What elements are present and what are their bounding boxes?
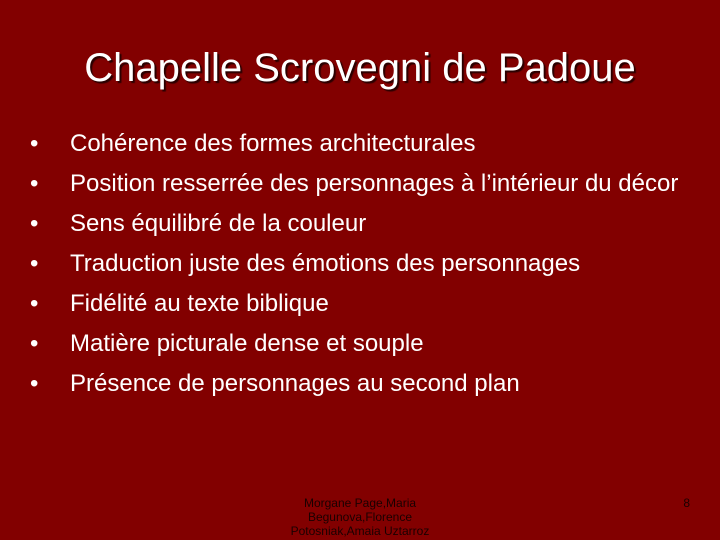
- bullet-marker: •: [30, 130, 39, 157]
- bullet-item: [30, 170, 690, 197]
- bullet-item: [30, 130, 690, 157]
- bullet-marker: •: [30, 330, 39, 357]
- bullet-text: Sens équilibré de la couleur: [70, 210, 367, 237]
- bullet-item: [30, 330, 690, 357]
- bullet-text: Cohérence des formes architecturales: [70, 130, 476, 157]
- slide-title: Chapelle Scrovegni de Padoue: [84, 46, 636, 90]
- bullet-item: [30, 370, 690, 397]
- bullet-item: [30, 210, 690, 237]
- bullet-text: Traduction juste des émotions des personnages: [70, 250, 581, 277]
- bullet-marker: •: [30, 290, 39, 317]
- bullet-marker: •: [30, 210, 39, 237]
- bullet-text: Fidélité au texte biblique: [70, 290, 329, 317]
- bullet-text: Présence de personnages au second plan: [70, 370, 520, 397]
- bullet-item: [30, 290, 690, 317]
- bullet-list: [30, 130, 690, 410]
- bullet-text: Matière picturale dense et souple: [70, 330, 424, 357]
- bullet-marker: •: [30, 370, 39, 397]
- bullet-item: [30, 250, 690, 277]
- bullet-marker: •: [30, 170, 39, 197]
- bullet-text: Position resserrée des personnages à l’intérieur du décor: [70, 170, 679, 197]
- page-number: 8: [683, 496, 690, 510]
- slide-footer: Morgane Page,Maria Begunova,Florence Potosniak,Amaia Uztarroz: [290, 496, 430, 538]
- bullet-marker: •: [30, 250, 39, 277]
